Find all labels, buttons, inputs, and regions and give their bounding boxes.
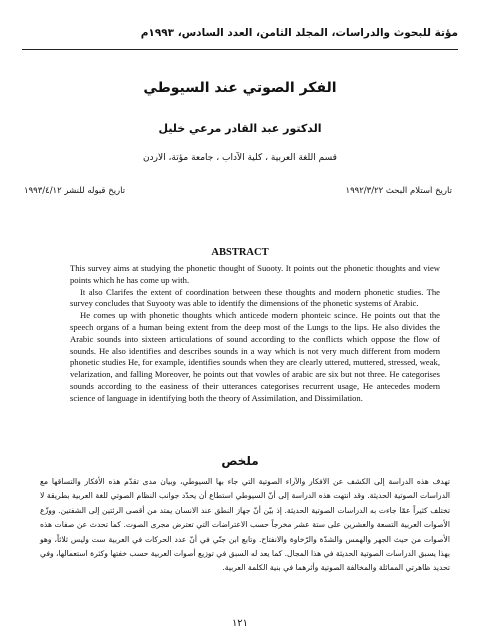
abstract-paragraph: This survey aims at studying the phonetic thought of Suooty. It points out the phonetic thoughts and view points which he has come up with.: [70, 263, 440, 285]
abstract-paragraph: He comes up with phonetic thoughts which anticede modern phonteic scince. He points out that the speech organs of a human being extent from the deep most of the Lungs to the lips. He also divides the Arabic sounds into sixteen articulations of sound according to the conflicts which oppose the flow of sounds. He also identifies and describes sounds in a way which is not very much different from modern phonetic studies He, for example, identifies sounds when they are clearly uttered, muttered, stressed, weak, velarization, and falling Moreover, he points out that vowles of arabic are six but not three. He categorises sounds according to the easiness of their utterances categorises recurrent usage, He antecedes modern science of language in identifying both the theory of Assimilation, and Dissimilation.: [70, 310, 440, 403]
article-title: الفكر الصوتي عند السيوطي: [143, 80, 337, 96]
date-accepted: تاريخ قبوله للنشر ١٩٩٣/٤/١٢: [24, 186, 126, 196]
abstract-text: [70, 263, 440, 405]
date-received: تاريخ استلام البحث ١٩٩٢/٣/٢٢: [345, 186, 452, 196]
arabic-summary-text: تهدف هذه الدراسة إلى الكشف عن الافكار والآراء الصوتية التي جاء بها السيوطي، وبيان مدى تقدّم هذه الأفكار والتساقها مع الدراسات الصوتية الحديثة. وقد انتهت هذه الدراسة إلى أنّ السيوطي استطاع أن يحدّد جوانب النظام الصوتي للغة العربية بطريقة لا تختلف كثيراً عمّا جاءت به الدراسات الصوتية الحديثة. إذ بيّن أنّ جهاز النطق عند الانسان يمتد من أقصى الرئتين إلى الشفتين. ووزّع الأصوات العربية التسعة والعشرين على ستة عشر مخرجاً حسب الاعتراضات التي تعترض مجرى الصوت. كما تحدث عن صفات هذه الأصوات من حيث الجهر والهمس والشدّة والرّخاوة والانفتاح. وتابع ابن جنّي في أنّ عدد الحركات في العربية ست وليس ثلاثاً، وهو بهذا يسبق الدراسات الصوتية الحديثة في هذا المجال. كما يعد له السبق في توزيع أصوات العربية حسب خفتها وكثرة استعمالها، وفي تحديد ظاهرتي المماثلة والمخالفة الصوتية وأثرهما في بنية الكلمة العربية.: [40, 477, 450, 573]
running-head: مؤتة للبحوث والدراسات، المجلد الثامن، العدد السادس، ١٩٩٣م: [140, 27, 458, 39]
header-divider: [22, 49, 458, 50]
abstract-heading: ABSTRACT: [211, 247, 269, 258]
author-affiliation: قسم اللغة العربية ، كلية الآداب ، جامعة مؤتة، الاردن: [143, 153, 337, 163]
abstract-paragraph: It also Clarifes the extent of coordination between these thoughts and modern phonetic studies. The survey concludes that Suyooty was able to identify the dimensions of the phonetic systems of Arabic.: [70, 286, 440, 309]
author-name: الدكتور عبد القادر مرعي خليل: [158, 122, 322, 135]
page-number: ١٢١: [231, 618, 249, 629]
arabic-summary-heading: ملخص: [221, 454, 259, 468]
